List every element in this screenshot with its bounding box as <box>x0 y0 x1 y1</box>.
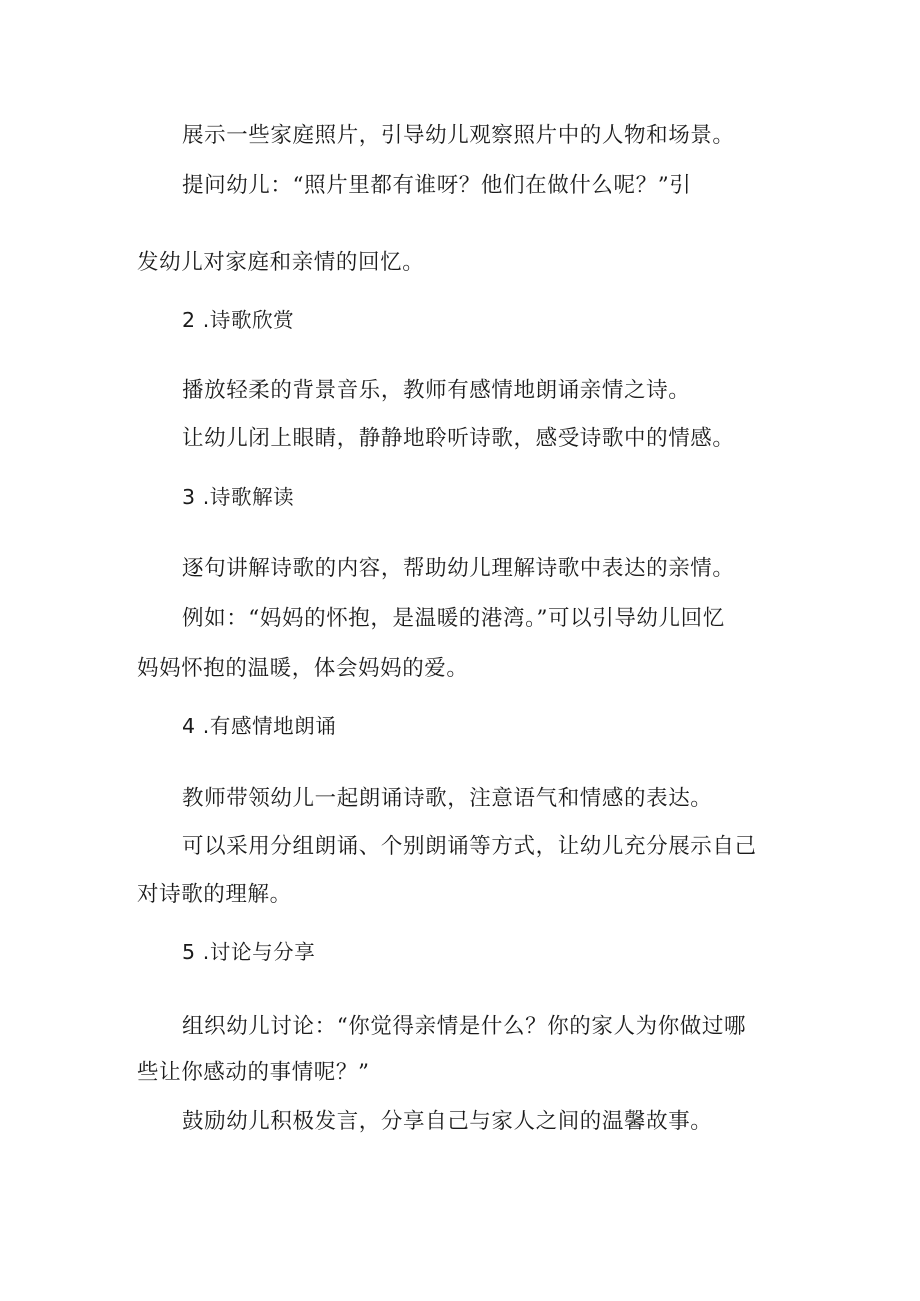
paragraph-line: 让幼儿闭上眼睛，静静地聆听诗歌，感受诗歌中的情感。 <box>182 426 735 451</box>
paragraph-line: 展示一些家庭照片，引导幼儿观察照片中的人物和场景。 <box>182 123 735 148</box>
paragraph-line: 发幼儿对家庭和亲情的回忆。 <box>137 250 425 275</box>
paragraph-line: 可以采用分组朗诵、个别朗诵等方式，让幼儿充分展示自己 <box>182 834 757 859</box>
paragraph-line: 妈妈怀抱的温暖，体会妈妈的爱。 <box>137 656 469 681</box>
paragraph-line: 提问幼儿：“照片里都有谁呀？他们在做什么呢？”引 <box>182 173 692 198</box>
paragraph-line: 对诗歌的理解。 <box>137 882 292 907</box>
paragraph-line: 鼓励幼儿积极发言，分享自己与家人之间的温馨故事。 <box>182 1109 713 1134</box>
section-heading-4: 4 .有感情地朗诵 <box>182 714 337 738</box>
paragraph-line: 例如：“妈妈的怀抱，是温暖的港湾。”可以引导幼儿回忆 <box>182 606 725 631</box>
paragraph-line: 教师带领幼儿一起朗诵诗歌，注意语气和情感的表达。 <box>182 786 713 811</box>
paragraph-line: 播放轻柔的背景音乐，教师有感情地朗诵亲情之诗。 <box>182 378 691 403</box>
paragraph-line: 组织幼儿讨论：“你觉得亲情是什么？你的家人为你做过哪 <box>182 1014 747 1039</box>
paragraph-line: 些让你感动的事情呢？” <box>137 1060 370 1085</box>
paragraph-line: 逐句讲解诗歌的内容，帮助幼儿理解诗歌中表达的亲情。 <box>182 556 735 581</box>
section-heading-5: 5 .讨论与分享 <box>182 940 316 964</box>
section-heading-2: 2 .诗歌欣赏 <box>182 308 295 332</box>
section-heading-3: 3 .诗歌解读 <box>182 485 295 509</box>
